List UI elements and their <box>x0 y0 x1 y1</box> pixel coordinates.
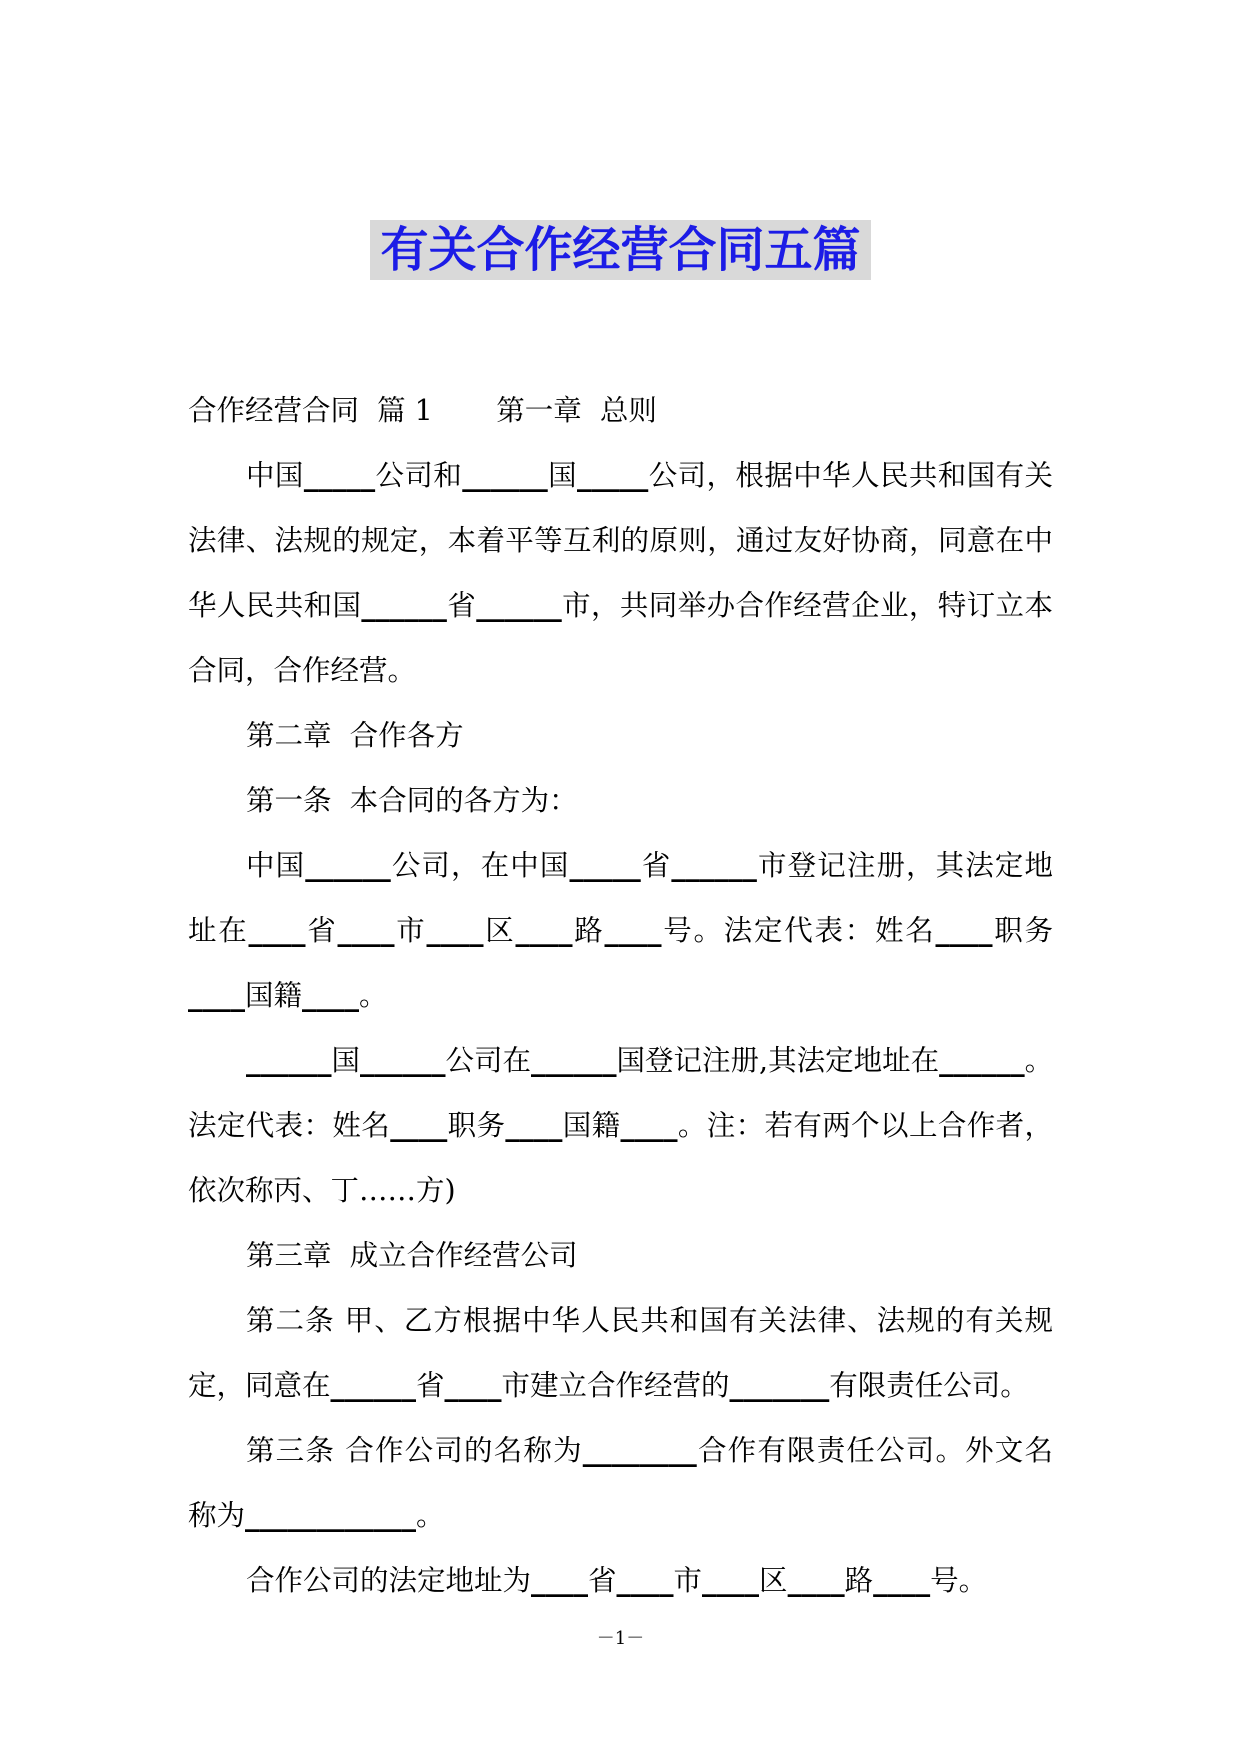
blank-field: ____ <box>702 1563 760 1597</box>
blank-field: ______ <box>671 848 757 882</box>
blank-field: ____ <box>248 913 306 947</box>
blank-field: ______ <box>939 1043 1025 1077</box>
blank-field: _______ <box>729 1368 830 1402</box>
blank-field: ____ <box>426 913 484 947</box>
blank-field: _____ <box>569 848 641 882</box>
blank-field: ____ <box>390 1108 448 1142</box>
blank-field: ____ <box>515 913 573 947</box>
paragraph-line: 华人民共和国______省______市，共同举办合作经营企业，特订立本 <box>188 588 1053 622</box>
paragraph-line: 址在____省____市____区____路____号。法定代表：姓名____职务 <box>188 913 1053 947</box>
blank-field: ____ <box>188 978 245 1012</box>
title-container <box>0 220 1241 280</box>
chapter-heading: 第三章 成立合作经营公司 <box>246 1239 578 1272</box>
paragraph-line: 定，同意在______省____市建立合作经营的_______有限责任公司。 <box>188 1368 1029 1402</box>
paragraph-line: 中国______公司，在中国_____省______市登记注册，其法定地 <box>246 848 1053 882</box>
blank-field: ______ <box>361 588 447 622</box>
blank-field: ________ <box>582 1433 697 1467</box>
blank-field: ____ <box>505 1108 563 1142</box>
paragraph-line: ______国______公司在______国登记注册,其法定地址在______。 <box>246 1043 1054 1077</box>
document-body <box>188 378 1053 1613</box>
blank-field: ____ <box>787 1563 845 1597</box>
paragraph-line: 称为____________。 <box>188 1498 445 1532</box>
article-line: 第三条 合作公司的名称为________合作有限责任公司。外文名 <box>246 1433 1053 1467</box>
paragraph-line: 法律、法规的规定，本着平等互利的原则，通过友好协商，同意在中 <box>188 524 1053 557</box>
blank-field: ______ <box>476 588 562 622</box>
blank-field: ____ <box>616 1563 674 1597</box>
blank-field: _____ <box>577 458 649 492</box>
blank-field: ______ <box>305 848 391 882</box>
blank-field: ____________ <box>245 1498 417 1532</box>
paragraph-line: 合同，合作经营。 <box>188 654 417 687</box>
chapter-heading: 第二章 合作各方 <box>246 719 464 752</box>
blank-field: ______ <box>360 1043 446 1077</box>
paragraph-line: 法定代表：姓名____职务____国籍____。注：若有两个以上合作者， <box>188 1108 1053 1142</box>
blank-field: ____ <box>444 1368 502 1402</box>
paragraph-line: 合作公司的法定地址为____省____市____区____路____号。 <box>246 1563 988 1597</box>
blank-field: ____ <box>531 1563 589 1597</box>
blank-field: _____ <box>303 458 376 492</box>
document-title: 有关合作经营合同五篇 <box>370 220 870 280</box>
blank-field: ____ <box>620 1108 678 1142</box>
blank-field: ____ <box>302 978 360 1012</box>
paragraph-line: 依次称丙、丁……方) <box>188 1174 456 1207</box>
article-line: 第二条 甲、乙方根据中华人民共和国有关法律、法规的有关规 <box>246 1304 1053 1337</box>
page-number: －1－ <box>596 1628 645 1649</box>
blank-field: ______ <box>462 458 548 492</box>
blank-field: ____ <box>337 913 395 947</box>
blank-field: ____ <box>873 1563 931 1597</box>
paragraph-line: ____国籍____。 <box>188 978 388 1012</box>
blank-field: ____ <box>935 913 993 947</box>
contract-heading-line: 合作经营合同 篇 1 第一章 总则 <box>188 394 657 427</box>
blank-field: ____ <box>604 913 662 947</box>
paragraph-line: 中国_____公司和______国_____公司，根据中华人民共和国有关 <box>246 458 1053 492</box>
blank-field: ______ <box>531 1043 617 1077</box>
blank-field: ______ <box>330 1368 417 1402</box>
article-line: 第一条 本合同的各方为： <box>246 784 578 817</box>
blank-field: ______ <box>246 1043 332 1077</box>
